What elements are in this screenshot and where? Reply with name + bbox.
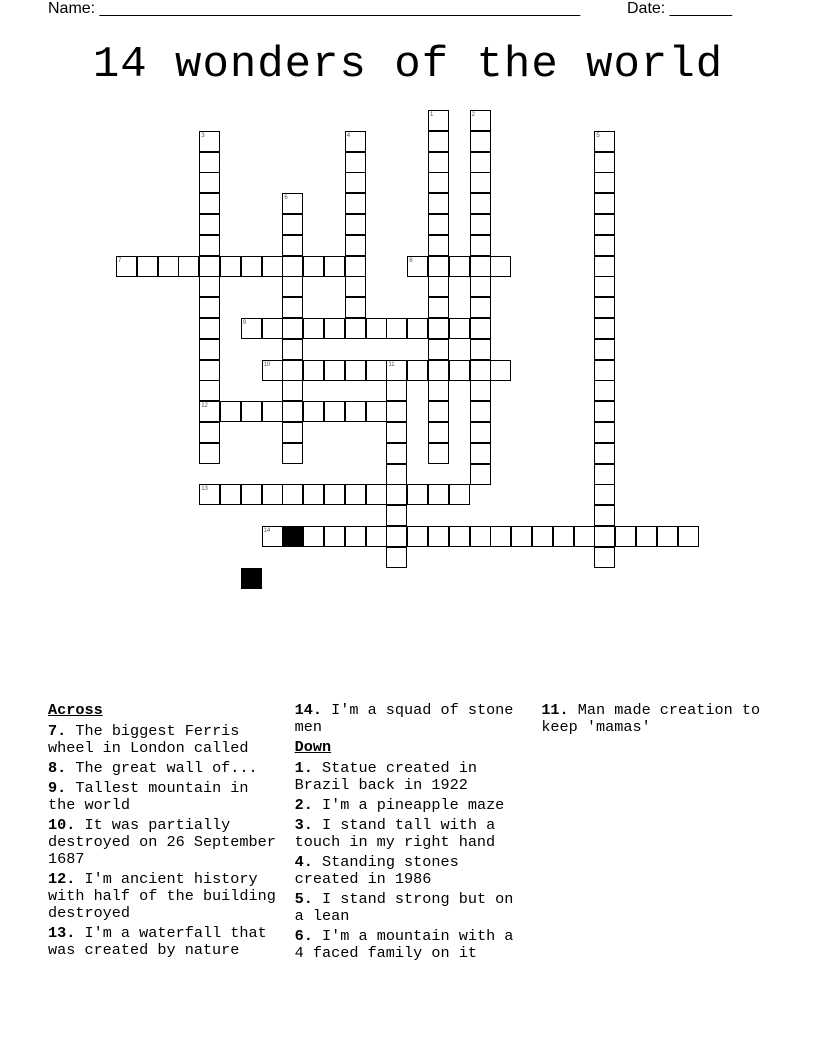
grid-cell[interactable]	[199, 276, 220, 297]
cell-number: 12	[201, 403, 208, 410]
grid-cell[interactable]	[449, 484, 470, 505]
clue-number: 2.	[294, 796, 313, 814]
cell-number: 5	[596, 132, 600, 139]
grid-cell[interactable]	[574, 526, 595, 547]
grid-cell[interactable]	[199, 256, 220, 277]
grid-cell[interactable]	[386, 318, 407, 339]
grid-cell[interactable]	[470, 339, 491, 360]
clue-number: 1.	[294, 759, 313, 777]
grid-cell[interactable]	[241, 256, 262, 277]
grid-cell[interactable]	[199, 172, 220, 193]
grid-cell[interactable]	[470, 380, 491, 401]
grid-cell[interactable]	[324, 401, 345, 422]
clue-text: The biggest Ferris wheel in London called	[48, 722, 249, 757]
grid-cell[interactable]	[241, 484, 262, 505]
grid-cell[interactable]	[345, 152, 366, 173]
grid-cell[interactable]	[470, 360, 491, 381]
cell-number: 2	[471, 112, 475, 118]
grid-cell[interactable]	[594, 131, 615, 152]
grid-cell[interactable]	[220, 401, 241, 422]
grid-cell[interactable]	[199, 152, 220, 173]
grid-cell[interactable]	[386, 547, 407, 568]
grid-cell[interactable]	[594, 193, 615, 214]
grid-cell[interactable]	[428, 401, 449, 422]
grid-cell[interactable]	[366, 318, 387, 339]
grid-cell[interactable]	[470, 443, 491, 464]
grid-cell[interactable]	[324, 526, 345, 547]
grid-cell[interactable]	[199, 235, 220, 256]
grid-cell[interactable]	[282, 193, 303, 214]
grid-cell-black	[241, 568, 262, 589]
grid-cell[interactable]	[657, 526, 678, 547]
down-heading: Down	[294, 738, 332, 756]
grid-cell[interactable]	[594, 172, 615, 193]
grid-cell[interactable]	[324, 318, 345, 339]
clue-text: I stand tall with a touch in my right hand	[294, 816, 496, 851]
grid-cell[interactable]	[386, 505, 407, 526]
name-field-label: Name: ______________________________________________________	[48, 0, 581, 17]
grid-cell[interactable]	[158, 256, 179, 277]
clue-text: I'm a pineapple maze	[322, 796, 505, 814]
clue-number: 13.	[48, 924, 76, 942]
grid-cell[interactable]	[241, 401, 262, 422]
grid-cell[interactable]	[470, 256, 491, 277]
clue-down	[541, 702, 778, 736]
grid-cell[interactable]	[386, 526, 407, 547]
grid-cell[interactable]	[470, 131, 491, 152]
grid-cell[interactable]	[594, 422, 615, 443]
clue-down	[295, 854, 532, 888]
grid-cell[interactable]	[470, 214, 491, 235]
grid-cell[interactable]	[428, 256, 449, 277]
grid-cell[interactable]	[594, 505, 615, 526]
grid-cell[interactable]	[282, 297, 303, 318]
grid-cell[interactable]	[262, 484, 283, 505]
clue-across	[48, 817, 285, 868]
grid-cell[interactable]	[262, 360, 283, 381]
clue-number: 8.	[48, 759, 67, 777]
clue-text: I'm a waterfall that was created by nature	[48, 924, 267, 959]
grid-cell[interactable]	[594, 214, 615, 235]
grid-cell[interactable]	[345, 235, 366, 256]
grid-cell[interactable]	[386, 401, 407, 422]
grid-cell[interactable]	[241, 318, 262, 339]
grid-cell[interactable]	[678, 526, 699, 547]
grid-cell[interactable]	[490, 360, 511, 381]
grid-cell[interactable]	[199, 339, 220, 360]
clue-across	[48, 925, 285, 959]
clue-number: 3.	[294, 816, 313, 834]
grid-cell[interactable]	[386, 443, 407, 464]
grid-cell[interactable]	[366, 360, 387, 381]
grid-cell[interactable]	[324, 256, 345, 277]
clue-across	[295, 702, 532, 736]
grid-cell[interactable]	[428, 422, 449, 443]
clue-number: 12.	[48, 870, 76, 888]
grid-cell[interactable]	[199, 360, 220, 381]
clue-down	[295, 760, 532, 794]
grid-cell[interactable]	[594, 276, 615, 297]
grid-cell[interactable]	[428, 360, 449, 381]
clue-number: 11.	[541, 701, 569, 719]
grid-cell[interactable]	[470, 318, 491, 339]
grid-cell[interactable]	[262, 318, 283, 339]
grid-cell[interactable]	[345, 318, 366, 339]
grid-cell[interactable]	[428, 484, 449, 505]
clue-text: Standing stones created in 1986	[294, 853, 459, 888]
clue-text: The great wall of...	[75, 759, 258, 777]
clue-number: 14.	[294, 701, 322, 719]
clue-across	[48, 760, 285, 777]
grid-cell[interactable]	[262, 526, 283, 547]
grid-cell[interactable]	[428, 380, 449, 401]
grid-cell[interactable]	[282, 339, 303, 360]
grid-cell[interactable]	[594, 152, 615, 173]
cell-number: 10	[263, 361, 271, 368]
grid-cell[interactable]	[366, 526, 387, 547]
grid-cell[interactable]	[199, 297, 220, 318]
grid-cell[interactable]	[345, 172, 366, 193]
grid-cell[interactable]	[636, 526, 657, 547]
grid-cell[interactable]	[490, 256, 511, 277]
grid-cell[interactable]	[615, 526, 636, 547]
grid-cell[interactable]	[199, 401, 220, 422]
grid-cell[interactable]	[553, 526, 574, 547]
grid-cell[interactable]	[282, 401, 303, 422]
grid-cell[interactable]	[594, 401, 615, 422]
cell-number: 9	[242, 320, 247, 326]
grid-cell[interactable]	[386, 422, 407, 443]
grid-cell[interactable]	[199, 214, 220, 235]
grid-cell[interactable]	[449, 360, 470, 381]
grid-cell[interactable]	[282, 256, 303, 277]
clue-down	[295, 928, 532, 962]
grid-cell[interactable]	[428, 235, 449, 256]
clue-text: I'm ancient history with half of the building destroyed	[48, 870, 276, 922]
cell-number: 7	[118, 257, 122, 264]
grid-cell[interactable]	[449, 256, 470, 277]
grid-cell[interactable]	[428, 276, 449, 297]
grid-cell[interactable]	[282, 380, 303, 401]
grid-cell[interactable]	[282, 443, 303, 464]
grid-cell[interactable]	[303, 256, 324, 277]
grid-cell[interactable]	[594, 360, 615, 381]
clue-text: I'm a mountain with a 4 faced family on it	[294, 927, 514, 962]
grid-cell[interactable]	[345, 131, 366, 152]
cell-number: 6	[284, 195, 288, 202]
grid-cell[interactable]	[303, 401, 324, 422]
grid-cell[interactable]	[303, 318, 324, 339]
grid-cell[interactable]	[470, 235, 491, 256]
grid-cell[interactable]	[345, 214, 366, 235]
clue-down	[295, 891, 532, 925]
grid-cell[interactable]	[594, 297, 615, 318]
grid-cell[interactable]	[345, 276, 366, 297]
clue-text: Man made creation to keep 'mamas'	[541, 701, 761, 736]
grid-cell[interactable]	[594, 318, 615, 339]
grid-cell[interactable]	[594, 380, 615, 401]
grid-cell[interactable]	[428, 526, 449, 547]
across-heading: Across	[48, 701, 103, 719]
cell-number: 8	[409, 257, 413, 264]
grid-cell[interactable]	[199, 318, 220, 339]
grid-cell[interactable]	[470, 276, 491, 297]
clue-down	[295, 817, 532, 851]
grid-cell[interactable]	[449, 318, 470, 339]
grid-cell[interactable]	[116, 256, 137, 277]
cell-number: 13	[201, 486, 208, 493]
clue-text: It was partially destroyed on 26 September 1687	[48, 816, 276, 868]
grid-cell[interactable]	[594, 547, 615, 568]
grid-cell[interactable]	[594, 256, 615, 277]
grid-cell[interactable]	[470, 297, 491, 318]
grid-cell[interactable]	[386, 360, 407, 381]
clue-number: 4.	[294, 853, 313, 871]
grid-cell[interactable]	[428, 214, 449, 235]
puzzle-title: 14 wonders of the world	[92, 40, 724, 90]
grid-cell[interactable]	[282, 318, 303, 339]
date-field-label: Date: _______	[627, 0, 732, 17]
grid-cell[interactable]	[594, 464, 615, 485]
grid-cell[interactable]	[594, 339, 615, 360]
grid-cell[interactable]	[428, 443, 449, 464]
grid-cell[interactable]	[594, 526, 615, 547]
grid-cell[interactable]	[303, 484, 324, 505]
clue-text: Tallest mountain in the world	[48, 779, 249, 814]
grid-cell[interactable]	[199, 380, 220, 401]
cell-number: 1	[430, 112, 434, 118]
grid-cell[interactable]	[470, 110, 491, 131]
grid-cell[interactable]	[449, 526, 470, 547]
grid-cell[interactable]	[199, 443, 220, 464]
grid-cell[interactable]	[428, 110, 449, 131]
grid-cell[interactable]	[137, 256, 158, 277]
grid-cell[interactable]	[345, 193, 366, 214]
grid-cell[interactable]	[178, 256, 199, 277]
grid-cell[interactable]	[282, 276, 303, 297]
grid-cell[interactable]	[324, 360, 345, 381]
grid-cell[interactable]	[470, 172, 491, 193]
grid-cell[interactable]	[345, 401, 366, 422]
grid-cell[interactable]	[386, 464, 407, 485]
grid-cell[interactable]	[470, 464, 491, 485]
grid-cell[interactable]	[407, 484, 428, 505]
grid-cell[interactable]	[428, 339, 449, 360]
grid-cell[interactable]	[511, 526, 532, 547]
grid-cell-black	[282, 526, 303, 547]
grid-cell[interactable]	[532, 526, 553, 547]
grid-cell[interactable]	[386, 484, 407, 505]
grid-cell[interactable]	[282, 214, 303, 235]
clue-number: 5.	[294, 890, 313, 908]
cell-number: 4	[346, 132, 351, 139]
grid-cell[interactable]	[470, 193, 491, 214]
grid-cell[interactable]	[594, 443, 615, 464]
grid-cell[interactable]	[262, 256, 283, 277]
clue-number: 10.	[48, 816, 76, 834]
grid-cell[interactable]	[282, 360, 303, 381]
grid-cell[interactable]	[594, 235, 615, 256]
clue-number: 6.	[294, 927, 313, 945]
grid-cell[interactable]	[282, 484, 303, 505]
grid-cell[interactable]	[470, 152, 491, 173]
clue-number: 7.	[48, 722, 67, 740]
grid-cell[interactable]	[407, 318, 428, 339]
grid-cell[interactable]	[407, 526, 428, 547]
grid-cell[interactable]	[386, 380, 407, 401]
grid-cell[interactable]	[199, 422, 220, 443]
clue-text: I stand strong but on a lean	[294, 890, 514, 925]
grid-cell[interactable]	[324, 484, 345, 505]
cell-number: 14	[263, 528, 271, 534]
grid-cell[interactable]	[470, 401, 491, 422]
clue-across	[48, 723, 285, 757]
clue-text: I'm a squad of stone men	[294, 701, 514, 736]
clue-number: 9.	[48, 779, 67, 797]
grid-cell[interactable]	[428, 297, 449, 318]
grid-cell[interactable]	[428, 318, 449, 339]
grid-cell[interactable]	[345, 360, 366, 381]
grid-cell[interactable]	[428, 172, 449, 193]
grid-cell[interactable]	[345, 256, 366, 277]
grid-cell[interactable]	[594, 484, 615, 505]
grid-cell[interactable]	[282, 422, 303, 443]
grid-cell[interactable]	[366, 484, 387, 505]
grid-cell[interactable]	[220, 484, 241, 505]
grid-cell[interactable]	[490, 526, 511, 547]
grid-cell[interactable]	[407, 360, 428, 381]
grid-cell[interactable]	[428, 152, 449, 173]
grid-cell[interactable]	[199, 193, 220, 214]
grid-cell[interactable]	[303, 526, 324, 547]
grid-cell[interactable]	[199, 484, 220, 505]
grid-cell[interactable]	[262, 401, 283, 422]
cell-number: 3	[201, 132, 205, 139]
grid-cell[interactable]	[345, 484, 366, 505]
clue-down	[295, 797, 532, 814]
grid-cell[interactable]	[345, 526, 366, 547]
grid-cell[interactable]	[470, 526, 491, 547]
grid-cell[interactable]	[220, 256, 241, 277]
grid-cell[interactable]	[428, 193, 449, 214]
grid-cell[interactable]	[407, 256, 428, 277]
grid-cell[interactable]	[345, 297, 366, 318]
grid-cell[interactable]	[428, 131, 449, 152]
grid-cell[interactable]	[303, 360, 324, 381]
clue-across	[48, 780, 285, 814]
grid-cell[interactable]	[470, 422, 491, 443]
grid-cell[interactable]	[199, 131, 220, 152]
grid-cell[interactable]	[282, 235, 303, 256]
clue-across	[48, 871, 285, 922]
cell-number: 11	[388, 361, 395, 368]
grid-cell[interactable]	[366, 401, 387, 422]
clue-text: Statue created in Brazil back in 1922	[294, 759, 477, 794]
clue-list	[48, 702, 778, 962]
